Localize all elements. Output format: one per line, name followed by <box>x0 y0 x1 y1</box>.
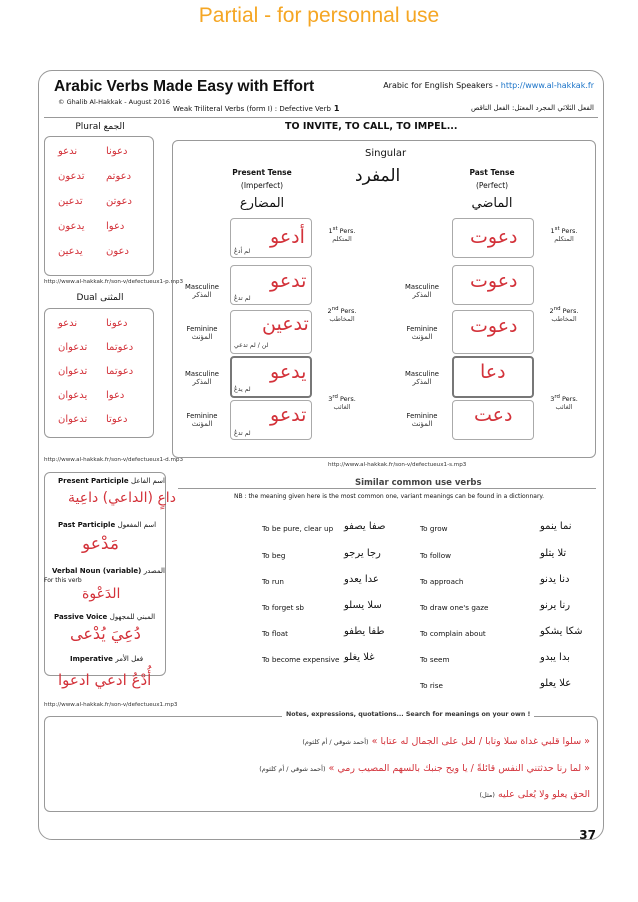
person-num: 3 <box>328 395 333 404</box>
person-ar: المتكلم <box>554 235 574 244</box>
person-word: Pers. <box>561 395 578 404</box>
past-participle-value: مَدْعو <box>82 534 119 554</box>
verb-meaning-title: TO INVITE, TO CALL, TO IMPEL... <box>285 121 458 132</box>
gender-en: Masculine <box>405 370 439 378</box>
gender-en: Masculine <box>185 370 219 378</box>
verbal-noun-value: الدَعْوة <box>82 586 121 602</box>
similar-left-ar-4: سلا يسلو <box>344 600 382 611</box>
person-word: Pers. <box>561 227 578 236</box>
person-label-m1 <box>318 226 366 243</box>
person-word: Pers. <box>339 395 356 404</box>
past-title: Past Tense <box>469 168 515 177</box>
quote-1-credit: (أحمد شوقي / أم كلثوم) <box>302 738 369 746</box>
present-header <box>222 168 302 211</box>
verbal-noun-en: Verbal Noun (variable) <box>52 567 142 575</box>
similar-right-en-1: To grow <box>420 524 448 533</box>
dual-past-5: دعوتا <box>106 414 128 425</box>
similar-left-en-4: To forget sb <box>262 603 304 612</box>
person-word: Pers. <box>562 307 579 316</box>
present-form-5: تدعو <box>270 404 307 426</box>
dual-past-2: دعوتما <box>106 342 134 353</box>
quote-2 <box>259 763 590 774</box>
similar-left-en-3: To run <box>262 577 284 586</box>
gender-ar: المذكر <box>412 378 432 386</box>
gender-ar: المذكر <box>192 378 212 386</box>
page-title: Arabic Verbs Made Easy with Effort <box>54 78 315 95</box>
present-title: Present Tense <box>232 168 292 177</box>
similar-right-ar-3: دنا يدنو <box>540 574 570 585</box>
similar-right-ar-6: بدا يبدو <box>540 652 570 663</box>
dual-past-3: دعوتما <box>106 366 134 377</box>
person-label-m3 <box>318 394 366 411</box>
verbal-noun-ar: المصدر <box>143 567 165 575</box>
person-num: 1 <box>550 227 555 236</box>
gender-en: Feminine <box>186 412 218 420</box>
site-link[interactable]: http://www.al-hakkak.fr <box>500 81 594 90</box>
quote-3 <box>480 789 591 800</box>
gender-label-p2 <box>172 325 232 341</box>
past-participle-en: Past Participle <box>58 521 116 529</box>
plural-past-1: دعونا <box>106 146 128 157</box>
quote-2-text: « لما رنا حدثتني النفس قائلةً / يا ويح جنبك بالسهم المصيب رمي » <box>328 763 590 774</box>
gender-en: Masculine <box>405 283 439 291</box>
plural-label: Plural <box>75 122 101 132</box>
imperative-value: أُدْعُ ادعي ادعوا <box>58 671 152 689</box>
verb-category-number: 1 <box>333 104 340 113</box>
person-word: Pers. <box>339 227 356 236</box>
neg-form-3: لن / لم تدعي <box>234 342 269 349</box>
past-sub: (Perfect) <box>475 181 509 190</box>
plural-present-3: تدعين <box>58 196 83 207</box>
similar-right-en-5: To complain about <box>420 629 486 638</box>
person-num: 1 <box>328 227 333 236</box>
gender-label-q4 <box>392 412 452 428</box>
gender-ar: المؤنث <box>191 333 213 341</box>
person-sup: st <box>554 226 560 232</box>
plural-present-5: يدعين <box>58 246 83 257</box>
passive-label <box>54 613 155 621</box>
person-sup: rd <box>554 394 560 400</box>
gender-label-p4 <box>172 412 232 428</box>
verb-forms-audio-link[interactable]: http://www.al-hakkak.fr/son-v/defectueux1.mp3 <box>44 702 178 708</box>
present-ar: المضارع <box>239 196 285 211</box>
plural-present-1: ندعو <box>58 146 78 157</box>
person-label-m2 <box>318 306 366 323</box>
past-participle-label <box>58 521 156 529</box>
gender-label-p1 <box>172 283 232 299</box>
similar-right-en-7: To rise <box>420 681 443 690</box>
gender-en: Feminine <box>406 412 438 420</box>
gender-en: Feminine <box>186 325 218 333</box>
person-label-r2 <box>540 306 588 323</box>
present-form-2: تدعو <box>270 270 307 292</box>
person-word: Pers. <box>340 307 357 316</box>
quote-1-text: « سلوا قلبي غداة سلا وتابا / لعل على الجمال له عتابا » <box>371 736 590 747</box>
verb-category <box>173 104 340 113</box>
similar-left-en-1: To be pure, clear up <box>262 524 334 533</box>
neg-form-2: لم تدعُ <box>234 295 251 302</box>
quote-1 <box>302 736 590 747</box>
quote-3-text: الحق يعلو ولا يُعلى عليه <box>497 789 590 800</box>
past-form-2: دعوت <box>470 270 518 292</box>
singular-label: Singular <box>365 148 407 159</box>
neg-form-5: لم تدعُ <box>234 430 251 437</box>
person-sup: nd <box>553 306 561 312</box>
past-form-5: دعت <box>474 404 513 426</box>
gender-ar: المؤنث <box>411 333 433 341</box>
gender-ar: المذكر <box>412 291 432 299</box>
gender-label-q2 <box>392 325 452 341</box>
dual-label: Dual <box>76 293 98 303</box>
similar-right-en-3: To approach <box>420 577 464 586</box>
english-prefix: Arabic for English Speakers - <box>383 81 499 90</box>
similar-right-en-4: To draw one's gaze <box>420 603 489 612</box>
passive-value: دُعِيَ يُدْعى <box>70 624 141 643</box>
gender-en: Feminine <box>406 325 438 333</box>
similar-left-ar-1: صفا يصفو <box>344 521 386 532</box>
similar-right-ar-5: شكا يشكو <box>540 626 583 637</box>
neg-form-4: لم يدعُ <box>234 386 251 393</box>
verbal-noun-label <box>52 567 165 575</box>
present-form-4: يدعو <box>270 361 307 383</box>
similar-right-ar-4: رنا يرنو <box>540 600 571 611</box>
similar-left-en-5: To float <box>262 629 288 638</box>
present-participle-en: Present Participle <box>58 477 129 485</box>
person-num: 2 <box>327 307 332 316</box>
past-ar: الماضي <box>471 196 513 211</box>
plural-heading <box>60 122 140 132</box>
present-participle-ar: اسم الفاعل <box>131 477 165 485</box>
person-num: 3 <box>550 395 555 404</box>
past-header <box>452 168 532 211</box>
gender-ar: المؤنث <box>411 420 433 428</box>
neg-form-1: لم أدعُ <box>234 248 251 255</box>
similar-left-en-6: To become expensive <box>262 655 340 664</box>
imperative-en: Imperative <box>70 655 113 663</box>
similar-left-ar-3: عدا يعدو <box>344 574 379 585</box>
header-divider <box>44 117 598 118</box>
similar-left-ar-5: طفا يطفو <box>344 626 385 637</box>
similar-right-en-6: To seem <box>420 655 450 664</box>
similar-right-en-2: To follow <box>420 551 452 560</box>
person-ar: المخاطب <box>551 315 577 324</box>
imperative-label <box>70 655 143 663</box>
plural-present-2: تدعون <box>58 171 85 182</box>
similar-divider <box>178 488 596 489</box>
dual-present-1: ندعو <box>58 318 78 329</box>
singular-label-ar: المفرد <box>355 166 401 186</box>
gender-en: Masculine <box>185 283 219 291</box>
similar-left-ar-2: رجا يرجو <box>344 548 381 559</box>
similar-left-en-2: To beg <box>262 551 286 560</box>
present-sub: (Imperfect) <box>240 181 284 190</box>
imperative-ar: فعل الأمر <box>115 655 144 663</box>
present-form-1: أدعو <box>270 226 305 248</box>
dual-heading <box>60 293 140 303</box>
past-form-3: دعوت <box>470 315 518 337</box>
past-participle-ar: اسم المفعول <box>117 521 157 529</box>
person-sup: rd <box>332 394 338 400</box>
similar-note: NB : the meaning given here is the most common one, variant meanings can be found in a dictionnary. <box>234 493 545 500</box>
dual-present-2: تدعوان <box>58 342 88 353</box>
dual-present-5: تدعوان <box>58 414 88 425</box>
plural-past-5: دعون <box>106 246 129 257</box>
past-form-1: دعوت <box>470 226 518 248</box>
verb-category-arabic: الفعل الثلاثي المجرد المعتل: الفعل الناقص <box>470 104 594 112</box>
similar-right-ar-1: نما ينمو <box>540 521 572 532</box>
gender-label-q1 <box>392 283 452 299</box>
plural-present-4: يدعون <box>58 221 85 232</box>
gender-ar: المذكر <box>192 291 212 299</box>
plural-label-ar: الجمع <box>103 122 125 132</box>
quote-3-credit: (مثل) <box>479 791 495 799</box>
similar-right-ar-2: تلا يتلو <box>540 548 567 559</box>
verb-category-label: Weak Triliteral Verbs (form I) : Defective Verb <box>173 105 331 113</box>
quote-2-credit: (أحمد شوقي / أم كلثوم) <box>259 765 326 773</box>
present-participle-value: داعٍ (الداعي) داعِية <box>68 490 176 506</box>
verbal-noun-note: For this verb <box>44 577 82 584</box>
person-num: 2 <box>549 307 554 316</box>
dual-past-4: دعوا <box>106 390 125 401</box>
dual-present-3: تدعوان <box>58 366 88 377</box>
gender-label-q3 <box>392 370 452 386</box>
passive-ar: المبني للمجهول <box>109 613 156 621</box>
person-label-r3 <box>540 394 588 411</box>
person-ar: المخاطب <box>329 315 355 324</box>
dual-label-ar: المثنى <box>100 293 124 303</box>
plural-audio-link[interactable]: http://www.al-hakkak.fr/son-v/defectueux1-p.mp3 <box>44 279 184 285</box>
plural-past-3: دعوتن <box>106 196 132 207</box>
notes-title: Notes, expressions, quotations... Search for meanings on your own ! <box>282 711 534 718</box>
plural-past-2: دعوتم <box>106 171 132 182</box>
past-form-4: دعا <box>480 361 506 383</box>
plural-past-4: دعوا <box>106 221 125 232</box>
similar-left-ar-6: غلا يغلو <box>344 652 375 663</box>
similar-right-ar-7: علا يعلو <box>540 678 572 689</box>
person-ar: المتكلم <box>332 235 352 244</box>
watermark-banner: Partial - for personnal use <box>198 4 440 27</box>
person-ar: الغائب <box>555 403 573 412</box>
person-sup: st <box>332 226 338 232</box>
dual-present-4: يدعوان <box>58 390 88 401</box>
singular-audio-link[interactable]: http://www.al-hakkak.fr/son-v/defectueux1-s.mp3 <box>328 462 467 468</box>
person-sup: nd <box>331 306 339 312</box>
present-form-3: تدعين <box>262 313 309 335</box>
person-ar: الغائب <box>333 403 351 412</box>
similar-title: Similar common use verbs <box>355 478 482 488</box>
copyright: © Ghalib Al-Hakkak - August 2016 <box>58 98 170 106</box>
present-participle-label <box>58 477 165 485</box>
dual-past-1: دعونا <box>106 318 128 329</box>
passive-en: Passive Voice <box>54 613 108 621</box>
person-label-r1 <box>540 226 588 243</box>
gender-label-p3 <box>172 370 232 386</box>
dual-audio-link[interactable]: http://www.al-hakkak.fr/son-v/defectueux1-d.mp3 <box>44 457 184 463</box>
gender-ar: المؤنث <box>191 420 213 428</box>
header-english <box>383 81 594 90</box>
page-number: 37 <box>579 828 596 842</box>
